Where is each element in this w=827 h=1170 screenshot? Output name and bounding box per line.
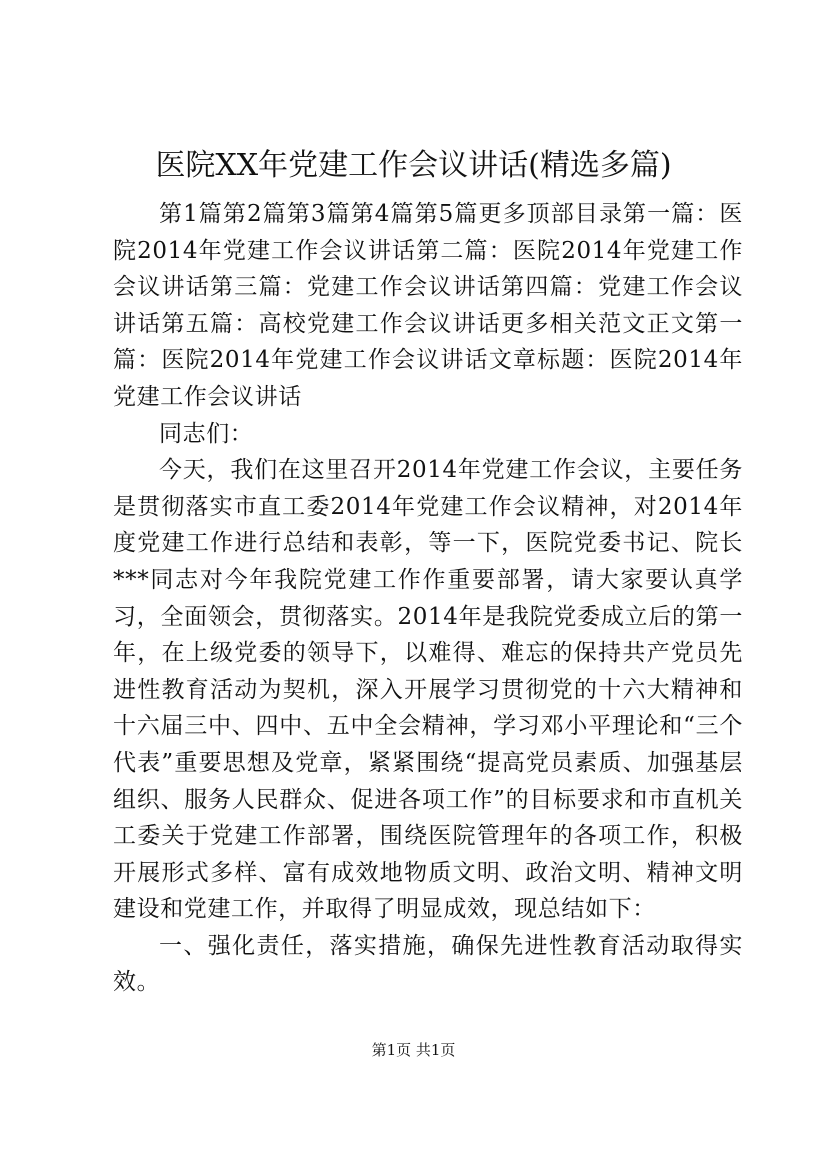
- paragraph-section-heading: 一、强化责任，落实措施，确保先进性教育活动取得实效。: [113, 932, 743, 996]
- page-footer: 第1页 共1页: [371, 1041, 456, 1059]
- document-body: [113, 196, 743, 1001]
- paragraph-salutation: 同志们：: [159, 420, 254, 447]
- document-title: 医院XX年党建工作会议讲话(精选多篇): [155, 148, 672, 183]
- paragraph-main: 今天，我们在这里召开2014年党建工作会议，主要任务是贯彻落实市直工委2014年党建工作会议精神，对2014年度党建工作进行总结和表彰，等一下，医院党委书记、院长***同志对今年我院党建工作作重要部署，请大家要认真学习，全面领会，贯彻落实。2014年是我院党委成立后的第一年，在上级党委的领导下，以难得、难忘的保持共产党员先进性教育活动为契机，深入开展学习贯彻党的十六大精神和十六届三中、四中、五中全会精神，学习邓小平理论和“三个代表”重要思想及党章，紧紧围绕“提高党员素质、加强基层组织、服务人民群众、促进各项工作”的目标要求和市直机关工委关于党建工作部署，围绕医院管理年的各项工作，积极开展形式多样、富有成效地物质文明、政治文明、精神文明建设和党建工作，并取得了明显成效，现总结如下：: [113, 457, 743, 923]
- paragraph-table-of-contents: 第1篇第2篇第3篇第4篇第5篇更多顶部目录第一篇：医院2014年党建工作会议讲话第二篇：医院2014年党建工作会议讲话第三篇：党建工作会议讲话第四篇：党建工作会议讲话第五篇：高校党建工作会议讲话更多相关范文正文第一篇：医院2014年党建工作会议讲话文章标题：医院2014年党建工作会议讲话: [113, 201, 743, 410]
